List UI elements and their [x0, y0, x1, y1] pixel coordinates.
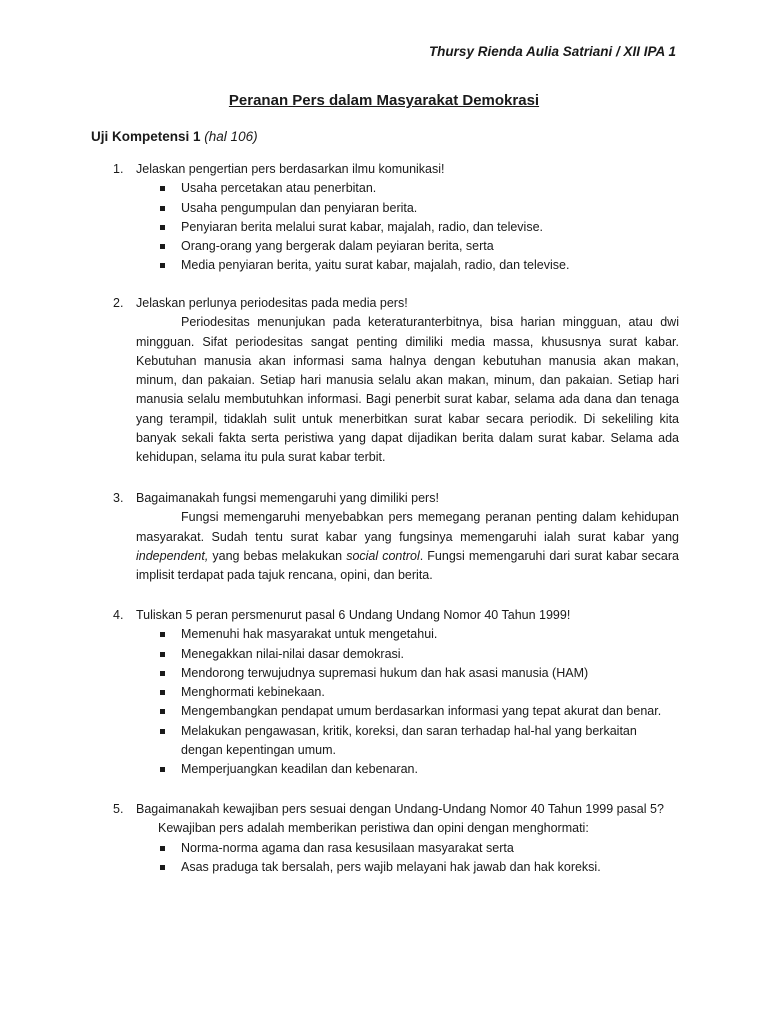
list-item: Orang-orang yang bergerak dalam peyiaran berita, serta [158, 237, 679, 256]
question-5 [113, 800, 679, 877]
question-4 [113, 606, 679, 780]
question-3 [113, 489, 679, 585]
question-number: 3. [113, 491, 124, 505]
answer-list [113, 839, 679, 878]
answer-text: Fungsi memengaruhi menyebabkan pers memegang peranan penting dalam kehidupan masyarakat. Sudah tentu surat kabar yang fungsinya memengaruhi ialah surat kabar yang [136, 510, 679, 544]
list-item: Usaha percetakan atau penerbitan. [158, 179, 679, 198]
answer-list [113, 179, 679, 275]
list-item: Melakukan pengawasan, kritik, koreksi, dan saran terhadap hal-hal yang berkaitan dengan kepentingan umum. [158, 722, 679, 761]
section-sub: (hal 106) [204, 129, 258, 144]
list-item: Memenuhi hak masyarakat untuk mengetahui. [158, 625, 679, 644]
answer-emphasis: independent, [136, 548, 209, 563]
question-number: 1. [113, 162, 124, 176]
question-number: 5. [113, 802, 124, 816]
answer-text: yang bebas melakukan [208, 548, 347, 563]
answer-paragraph: Periodesitas menunjukan pada keteraturanterbitnya, bisa harian mingguan, atau dwi mingguan. Sifat periodesitas sangat penting dimiliki media massa, khususnya surat kabar. Kebutuhan manusia akan informasi sama halnya dengan kebutuhan manusia akan makan, minum, dan pakaian. Setiap hari manusia selalu akan makan, minum, dan pakaian. Setiap hari manusia selalu membutuhkan informasi. Bagi penerbit surat kabar, selama ada dana dan tenaga yang terampil, tidaklah sulit untuk menerbitkan surat kabar secara periodik. Di sekeliling kita banyak sekali fakta serta peristiwa yang dapat dijadikan berita dalam surat kabar. Selama ada kehidupan, selama itu pula surat kabar terbit. [136, 315, 679, 465]
author-header: Thursy Rienda Aulia Satriani / XII IPA 1 [428, 44, 676, 59]
section-label: Uji Kompetensi 1 [91, 129, 201, 144]
answer-list [113, 625, 679, 779]
question-text: Jelaskan perlunya periodesitas pada media pers! [136, 296, 408, 310]
list-item: Mengembangkan pendapat umum berdasarkan informasi yang tepat akurat dan benar. [158, 702, 679, 721]
list-item: Memperjuangkan keadilan dan kebenaran. [158, 760, 679, 779]
question-text: Jelaskan pengertian pers berdasarkan ilmu komunikasi! [136, 162, 445, 176]
page-title: Peranan Pers dalam Masyarakat Demokrasi [228, 92, 540, 109]
question-number: 4. [113, 608, 124, 622]
list-item: Mendorong terwujudnya supremasi hukum dan hak asasi manusia (HAM) [158, 664, 679, 683]
list-item: Norma-norma agama dan rasa kesusilaan masyarakat serta [158, 839, 679, 858]
list-item: Penyiaran berita melalui surat kabar, majalah, radio, dan televise. [158, 218, 679, 237]
question-text: Bagaimanakah fungsi memengaruhi yang dimiliki pers! [136, 491, 439, 505]
question-2 [113, 294, 679, 468]
question-number: 2. [113, 296, 124, 310]
list-item: Usaha pengumpulan dan penyiaran berita. [158, 199, 679, 218]
answer-text: . Fungsi memengaruhi dari surat kabar secara implisit terdapat pada tajuk rencana, opini, dan berita. [136, 548, 679, 583]
answer-emphasis: social control [346, 548, 420, 563]
answer-intro: Kewajiban pers adalah memberikan peristiwa dan opini dengan menghormati: [158, 821, 589, 836]
list-item: Menegakkan nilai-nilai dasar demokrasi. [158, 645, 679, 664]
list-item: Asas praduga tak bersalah, pers wajib melayani hak jawab dan hak koreksi. [158, 858, 679, 877]
question-text: Tuliskan 5 peran persmenurut pasal 6 Undang Undang Nomor 40 Tahun 1999! [136, 608, 571, 622]
section-heading [91, 129, 258, 144]
answer-paragraph [113, 508, 679, 585]
list-item: Media penyiaran berita, yaitu surat kabar, majalah, radio, dan televise. [158, 256, 679, 275]
question-text: Bagaimanakah kewajiban pers sesuai dengan Undang-Undang Nomor 40 Tahun 1999 pasal 5? [136, 802, 664, 816]
question-1 [113, 160, 679, 276]
list-item: Menghormati kebinekaan. [158, 683, 679, 702]
